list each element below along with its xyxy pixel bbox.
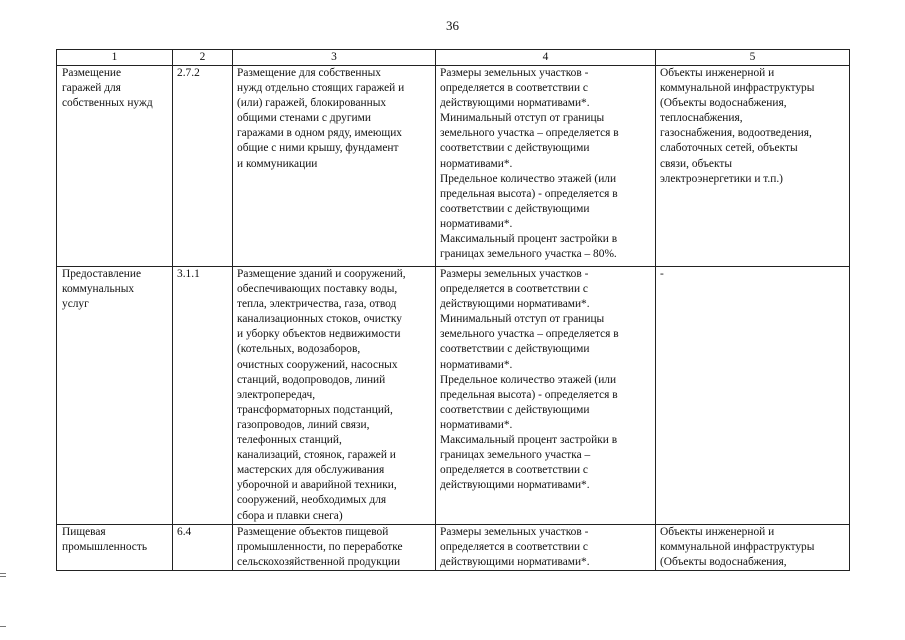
permitted-parameters-line: определяется в соответствии с (440, 82, 588, 95)
auxiliary-infrastructure-line: газоснабжения, водоотведения, (660, 127, 812, 140)
land-use-description-line: обеспечивающих поставку воды, (237, 283, 398, 296)
column-number-5: 5 (656, 50, 850, 66)
permitted-parameters-line: Максимальный процент застройки в (440, 233, 618, 246)
auxiliary-infrastructure-line: Объекты инженерной и (660, 67, 775, 79)
land-use-description-line: газопроводов, линий связи, (237, 418, 370, 431)
table-row (57, 267, 850, 525)
scan-mark (0, 576, 6, 577)
land-use-description-line: сбора и плавки снега) (237, 509, 343, 522)
scan-mark (0, 573, 6, 574)
land-use-description-cell (233, 267, 436, 525)
land-use-description-line: электропередач, (237, 388, 316, 401)
table-row (57, 524, 850, 570)
column-number-2: 2 (173, 50, 233, 66)
auxiliary-infrastructure-line: коммунальной инфраструктуры (660, 540, 815, 553)
permitted-parameters-line: нормативами*. (440, 157, 513, 170)
permitted-parameters-line: Размеры земельных участков - (440, 525, 589, 538)
land-use-description-line: трансформаторных подстанций, (237, 403, 393, 416)
land-use-code-text: 6.4 (177, 525, 192, 538)
land-use-description-line: тепла, электричества, газа, отвод (237, 298, 397, 311)
permitted-parameters-line: границах земельного участка – (440, 449, 591, 462)
table-row (57, 66, 850, 267)
land-use-name-line: услуг (62, 298, 89, 311)
land-use-description-line: Размещение для собственных (237, 67, 381, 79)
auxiliary-infrastructure-line: электроэнергетики и т.п.) (660, 172, 783, 185)
land-use-description-line: станций, водопроводов, линий (237, 373, 386, 386)
auxiliary-infrastructure-cell (656, 524, 850, 570)
permitted-parameters-line: нормативами*. (440, 358, 513, 371)
land-use-description-line: и уборку объектов недвижимости (237, 328, 401, 341)
land-use-description-line: (котельных, водозаборов, (237, 343, 361, 356)
land-use-name-line: гаражей для (62, 82, 121, 95)
land-use-name-line: Размещение (62, 67, 122, 79)
land-use-description-line: (или) гаражей, блокированных (237, 97, 387, 110)
column-number-4: 4 (436, 50, 656, 66)
auxiliary-infrastructure-line: теплоснабжения, (660, 112, 743, 125)
land-use-name-line: промышленность (62, 540, 148, 553)
permitted-parameters-line: Минимальный отступ от границы (440, 112, 605, 125)
land-use-description-line: общими стенами с другими (237, 112, 371, 125)
auxiliary-infrastructure-line: (Объекты водоснабжения, (660, 555, 787, 568)
permitted-parameters-line: нормативами*. (440, 217, 513, 230)
table-header-row (57, 50, 850, 66)
land-use-description-line: промышленности, по переработке (237, 540, 403, 553)
land-use-description-cell (233, 66, 436, 267)
land-use-description-line: очистных сооружений, насосных (237, 358, 398, 371)
auxiliary-infrastructure-line: коммунальной инфраструктуры (660, 82, 815, 95)
permitted-parameters-line: границах земельного участка – 80%. (440, 248, 617, 261)
land-use-name-line: Пищевая (62, 525, 106, 538)
permitted-parameters-line: нормативами*. (440, 418, 513, 431)
permitted-parameters-line: действующими нормативами*. (440, 555, 590, 568)
auxiliary-infrastructure-cell (656, 267, 850, 525)
land-use-description-line: нужд отдельно стоящих гаражей и (237, 82, 405, 95)
permitted-parameters-line: определяется в соответствии с (440, 540, 588, 553)
auxiliary-infrastructure-line: (Объекты водоснабжения, (660, 97, 787, 110)
permitted-parameters-line: действующими нормативами*. (440, 479, 590, 492)
permitted-parameters-line: действующими нормативами*. (440, 298, 590, 311)
land-use-name-line: собственных нужд (62, 97, 153, 110)
land-use-code-text: 3.1.1 (177, 268, 200, 280)
permitted-parameters-line: Размеры земельных участков - (440, 268, 589, 280)
land-use-description-line: Размещение зданий и сооружений, (237, 268, 406, 280)
auxiliary-infrastructure-line: слаботочных сетей, объекты (660, 142, 798, 155)
permitted-parameters-line: Предельное количество этажей (или (440, 373, 617, 386)
land-use-description-line: гаражами в одном ряду, имеющих (237, 127, 402, 140)
land-use-description-line: канализационных стоков, очистку (237, 313, 402, 326)
land-use-description-line: общие с ними крышу, фундамент (237, 142, 399, 155)
permitted-parameters-line: земельного участка – определяется в (440, 328, 619, 341)
land-use-name-cell (57, 267, 173, 525)
permitted-parameters-line: определяется в соответствии с (440, 464, 588, 477)
permitted-parameters-cell (436, 267, 656, 525)
land-use-description-line: Размещение объектов пищевой (237, 525, 389, 538)
land-use-description-line: канализаций, стоянок, гаражей и (237, 449, 396, 462)
permitted-parameters-line: соответствии с действующими (440, 343, 590, 356)
column-number-1: 1 (57, 50, 173, 66)
permitted-parameters-line: действующими нормативами*. (440, 97, 590, 110)
permitted-parameters-line: земельного участка – определяется в (440, 127, 619, 140)
auxiliary-infrastructure-line: Объекты инженерной и (660, 525, 775, 538)
permitted-parameters-line: соответствии с действующими (440, 142, 590, 155)
permitted-parameters-line: соответствии с действующими (440, 403, 590, 416)
land-use-code-cell (173, 66, 233, 267)
land-use-table (56, 49, 850, 571)
land-use-name-line: Предоставление (62, 268, 142, 280)
scan-mark (0, 626, 6, 627)
page-number: 36 (446, 18, 459, 33)
land-use-name-cell (57, 524, 173, 570)
column-number-3: 3 (233, 50, 436, 66)
permitted-parameters-line: Предельное количество этажей (или (440, 172, 617, 185)
permitted-parameters-line: предельная высота) - определяется в (440, 187, 618, 200)
land-use-description-line: сооружений, необходимых для (237, 494, 387, 507)
land-use-description-line: уборочной и аварийной техники, (237, 479, 397, 492)
land-use-code-cell (173, 267, 233, 525)
land-use-code-cell (173, 524, 233, 570)
permitted-parameters-line: определяется в соответствии с (440, 283, 588, 296)
auxiliary-infrastructure-line: - (660, 268, 664, 280)
permitted-parameters-cell (436, 66, 656, 267)
permitted-parameters-cell (436, 524, 656, 570)
land-use-description-line: телефонных станций, (237, 434, 342, 447)
permitted-parameters-line: соответствии с действующими (440, 202, 590, 215)
auxiliary-infrastructure-line: связи, объекты (660, 157, 732, 170)
permitted-parameters-line: Размеры земельных участков - (440, 67, 589, 79)
land-use-name-line: коммунальных (62, 283, 135, 296)
land-use-description-line: сельскохозяйственной продукции (237, 555, 401, 568)
permitted-parameters-line: Максимальный процент застройки в (440, 434, 618, 447)
land-use-description-line: и коммуникации (237, 157, 318, 170)
auxiliary-infrastructure-cell (656, 66, 850, 267)
permitted-parameters-line: предельная высота) - определяется в (440, 388, 618, 401)
land-use-description-line: мастерских для обслуживания (237, 464, 385, 477)
land-use-name-cell (57, 66, 173, 267)
land-use-description-cell (233, 524, 436, 570)
land-use-code-text: 2.7.2 (177, 67, 200, 79)
permitted-parameters-line: Минимальный отступ от границы (440, 313, 605, 326)
